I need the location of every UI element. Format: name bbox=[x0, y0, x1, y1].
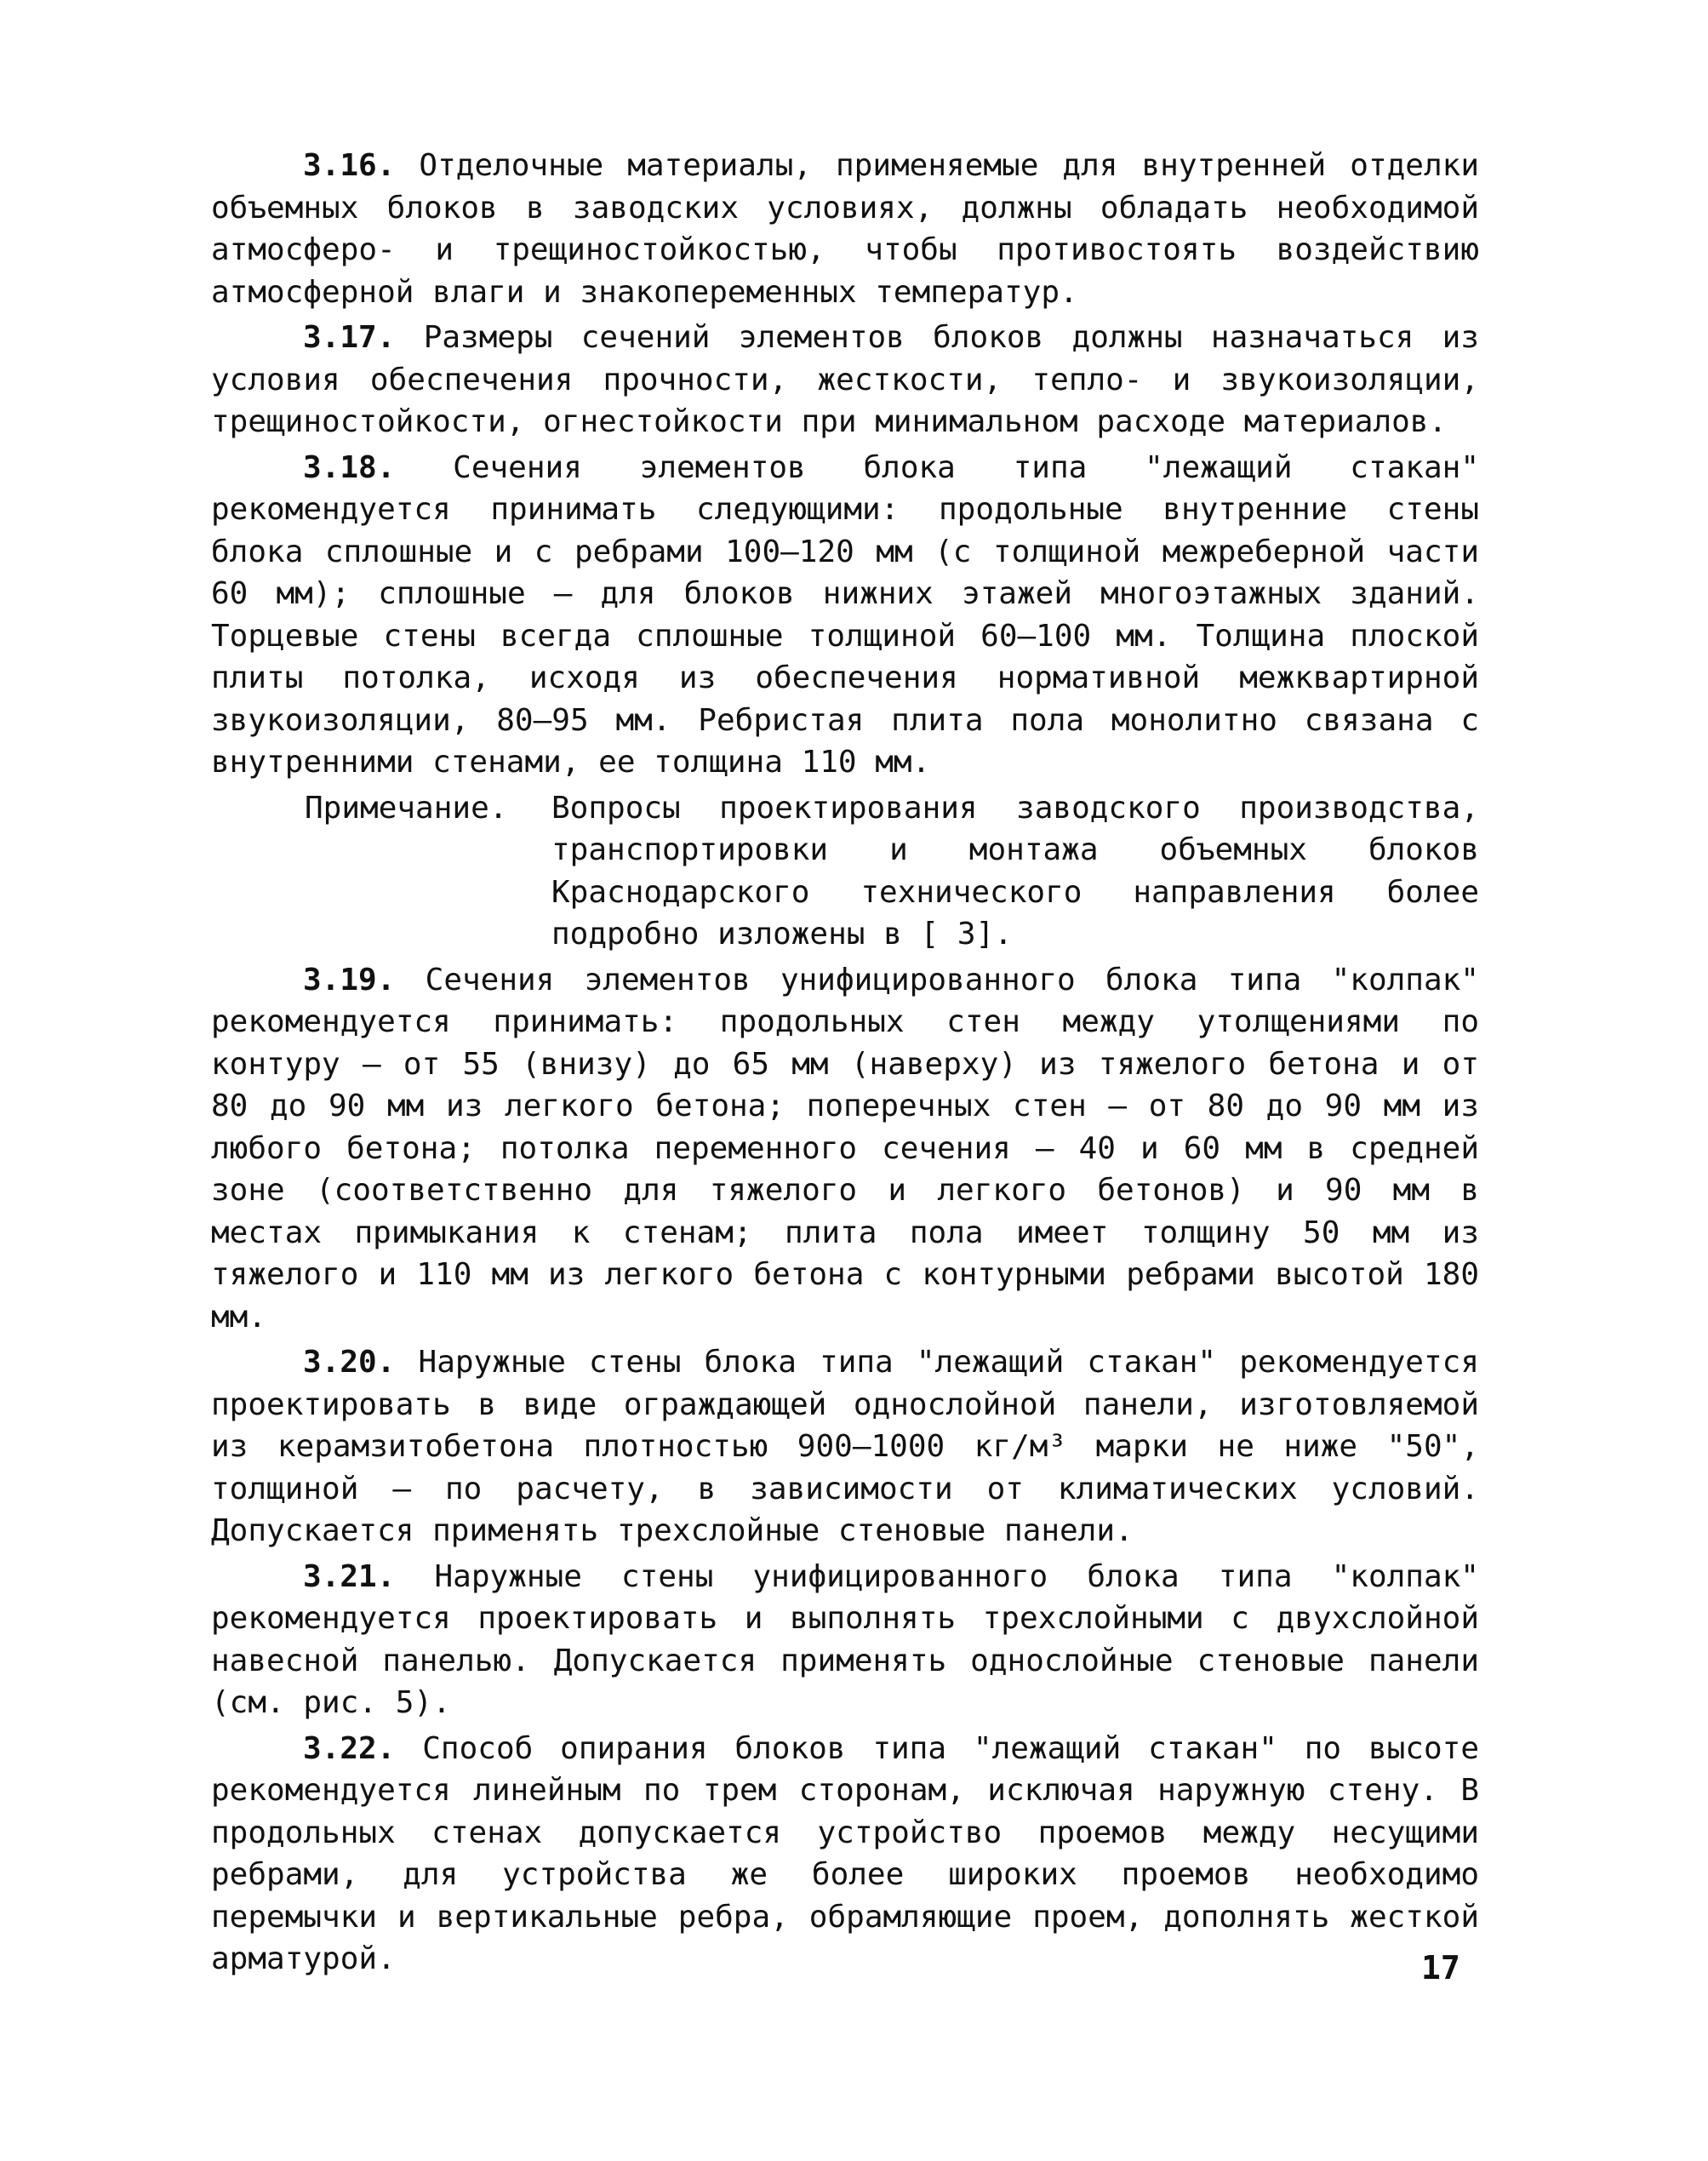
paragraph-number: 3.21. bbox=[303, 1558, 396, 1594]
paragraph-number: 3.20. bbox=[303, 1345, 396, 1380]
paragraph-text: Отделочные материалы, применяемые для внутренней отделки объемных блоков в заводских условиях, должны обладать необходимой атмосферо- и трещиностойкостью, чтобы противостоять воздействию атмосферной влаги и знакопеременных температур. bbox=[211, 148, 1479, 310]
paragraph-number: 3.22. bbox=[303, 1730, 396, 1766]
paragraph-3-19 bbox=[211, 959, 1479, 1339]
paragraph-number: 3.19. bbox=[303, 962, 396, 998]
paragraph-text: Наружные стены унифицированного блока типа "колпак" рекомендуется проектировать и выполнять трехслойными с двухслойной навесной панелью. Допускается применять однослойные стеновые панели (см. рис. 5). bbox=[211, 1558, 1479, 1720]
paragraph-3-20 bbox=[211, 1341, 1479, 1552]
page-number: 17 bbox=[1421, 1949, 1460, 1987]
note-text: Вопросы проектирования заводского производства, транспортировки и монтажа объемных блоков Краснодарского технического направления более подробно изложены в [ 3]. bbox=[551, 790, 1479, 952]
note-label: Примечание. bbox=[305, 790, 508, 826]
paragraph-text: Размеры сечений элементов блоков должны назначаться из условия обеспечения прочности, жесткости, тепло- и звукоизоляции, трещиностойкости, огнестойкости при минимальном расходе материалов. bbox=[211, 320, 1479, 439]
body-text bbox=[211, 145, 1479, 1984]
paragraph-number: 3.17. bbox=[303, 320, 396, 355]
paragraph-number: 3.18. bbox=[303, 449, 396, 485]
paragraph-text: Способ опирания блоков типа "лежащий стакан" по высоте рекомендуется линейным по трем сторонам, исключая наружную стену. В продольных стенах допускается устройство проемов между несущими ребрами, для устройства же более широких проемов необходимо перемычки и вертикальные ребра, обрамляющие проем, дополнять жесткой арматурой. bbox=[211, 1730, 1479, 1976]
paragraph-3-17 bbox=[211, 317, 1479, 443]
paragraph-text: Сечения элементов блока типа "лежащий стакан" рекомендуется принимать следующими: продольные внутренние стены блока сплошные и с ребрами 100–120 мм (с толщиной межреберной части 60 мм); сплошные – для блоков нижних этажей многоэтажных зданий. Торцевые стены всегда сплошные толщиной 60–100 мм. Толщина плоской плиты потолка, исходя из обеспечения нормативной межквартирной звукоизоляции, 80–95 мм. Ребристая плита пола монолитно связана с внутренними стенами, ее толщина 110 мм. bbox=[211, 449, 1479, 780]
paragraph-3-16 bbox=[211, 145, 1479, 313]
note bbox=[211, 787, 1479, 956]
paragraph-text: Сечения элементов унифицированного блока типа "колпак" рекомендуется принимать: продольных стен между утолщениями по контуру – от 55 (внизу) до 65 мм (наверху) из тяжелого бетона и от 80 до 90 мм из легкого бетона; поперечных стен – от 80 до 90 мм из любого бетона; потолка переменного сечения – 40 и 60 мм в средней зоне (соответственно для тяжелого и легкого бетонов) и 90 мм в местах примыкания к стенам; плита пола имеет толщину 50 мм из тяжелого и 110 мм из легкого бетона с контурными ребрами высотой 180 мм. bbox=[211, 962, 1479, 1335]
paragraph-number: 3.16. bbox=[303, 148, 396, 183]
paragraph-3-22 bbox=[211, 1728, 1479, 1981]
paragraph-3-18 bbox=[211, 447, 1479, 784]
paragraph-3-21 bbox=[211, 1556, 1479, 1724]
paragraph-text: Наружные стены блока типа "лежащий стакан" рекомендуется проектировать в виде ограждающей однослойной панели, изготовляемой из керамзитобетона плотностью 900–1000 кг/м³ марки не ниже "50", толщиной – по расчету, в зависимости от климатических условий. Допускается применять трехслойные стеновые панели. bbox=[211, 1345, 1479, 1548]
